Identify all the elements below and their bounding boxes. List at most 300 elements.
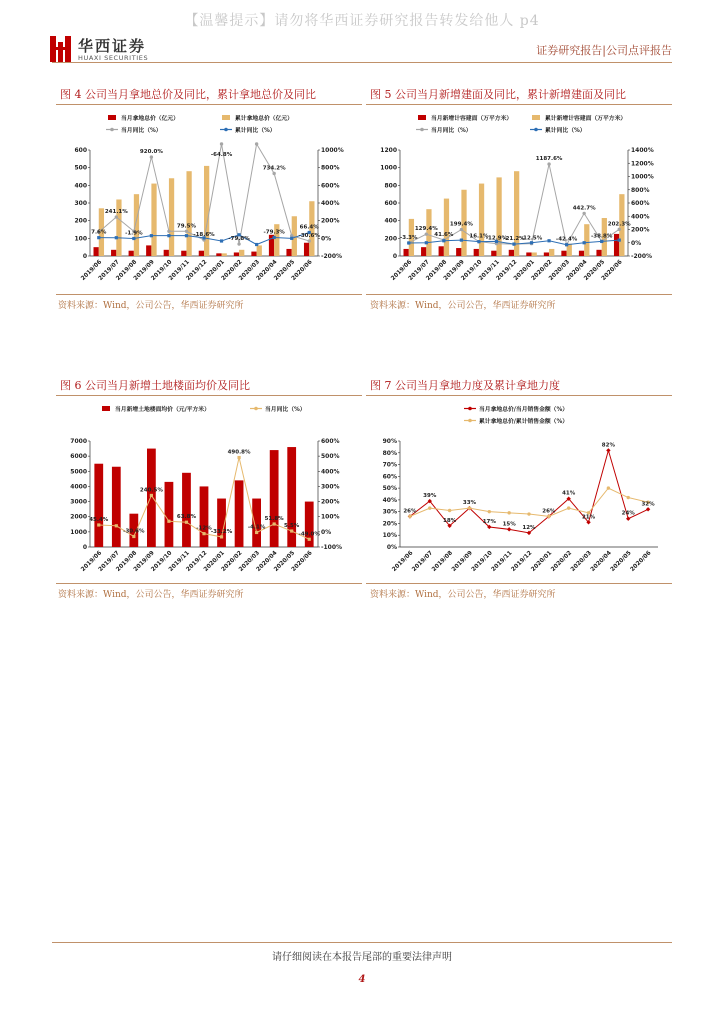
- chart-2-x-tick-label: 2019/09: [132, 550, 156, 574]
- chart-3-svg: [366, 399, 672, 583]
- chart-2-data-label: 5.5%: [284, 523, 300, 530]
- chart-2-svg: [56, 399, 362, 583]
- chart-2-bar: [235, 480, 244, 547]
- chart-1-x-tick-label: 2019/12: [495, 259, 519, 283]
- chart-1-y2-tick-label: 1200%: [631, 160, 654, 168]
- chart-1-data-label: -12.9%: [485, 235, 508, 242]
- chart-1-data-label: 199.4%: [449, 221, 473, 228]
- logo-cn-text: 华西证券: [78, 37, 147, 55]
- chart-1-point: [425, 232, 428, 235]
- chart-3-y-tick-label: 80%: [382, 449, 397, 457]
- chart-1-data-label: 16.1%: [469, 233, 489, 240]
- chart-3-x-tick-label: 2019/09: [451, 550, 474, 574]
- report-type: 证券研究报告|公司点评报告: [536, 44, 672, 57]
- chart-2-y2-tick-label: 200%: [321, 498, 340, 506]
- chart-0-bar: [257, 245, 262, 256]
- chart-0-y-tick-label: 200: [74, 217, 87, 225]
- chart-1-point: [547, 162, 550, 165]
- chart-3-y-tick-label: 40%: [382, 496, 397, 504]
- chart-1-x-tick-label: 2020/04: [565, 259, 589, 283]
- chart-1-svg: [366, 108, 672, 292]
- chart-1-point: [565, 243, 568, 246]
- chart-1-data-label: -12.5%: [520, 235, 543, 242]
- chart-2-bar: [182, 473, 191, 547]
- chart-0-bar: [94, 247, 99, 256]
- chart-1-data-label: -21.2%: [503, 236, 525, 243]
- chart-0-data-label: 734.2%: [262, 165, 286, 172]
- chart-0-data-label: -1.9%: [125, 230, 143, 237]
- chart-0-point: [150, 234, 153, 237]
- chart-0-data-label: -64.8%: [210, 152, 233, 158]
- chart-3-y-tick-label: 90%: [382, 438, 397, 445]
- chart-2-x-tick-label: 2020/02: [220, 550, 244, 574]
- chart-3-data-label: 41%: [562, 490, 576, 497]
- chart-1-point: [582, 212, 585, 215]
- chart-1-y-tick-label: 0: [392, 253, 397, 260]
- chart-0-y2-tick-label: 800%: [321, 164, 340, 172]
- chart-3-data-label: 82%: [601, 442, 615, 449]
- chart-1-bar: [584, 224, 589, 256]
- chart-1-y2-tick-label: 600%: [631, 200, 650, 207]
- chart-3-y-tick-label: 0%: [386, 544, 397, 551]
- chart-2-data-label: 63.8%: [176, 514, 197, 521]
- chart-2-y-tick-label: 7000: [70, 438, 87, 445]
- chart-3-data-label: 18%: [443, 517, 457, 524]
- chart-2-legend-label: 当月新增土地楼面均价（元/平方米）: [115, 407, 210, 413]
- chart-1-point: [460, 228, 463, 231]
- chart-3-x-tick-label: 2019/06: [391, 550, 415, 574]
- chart-3-data-label: 17%: [482, 518, 496, 525]
- chart-0-x-tick-label: 2019/09: [132, 259, 156, 283]
- chart-0-legend-swatch: [222, 115, 230, 120]
- chart-2-data-label: -30.6%: [123, 528, 145, 535]
- chart-0-legend-item: [222, 114, 293, 122]
- chart-1-data-label: -38.8%: [591, 233, 613, 240]
- chart-0-bar: [151, 184, 156, 256]
- chart-1-y-tick-label: 200: [384, 235, 397, 243]
- chart-0-legend-item: [106, 126, 162, 134]
- chart-1-y-tick-label: 400: [384, 217, 397, 225]
- chart-0-bar: [134, 194, 139, 256]
- chart-2-point: [97, 523, 100, 526]
- chart-1-point: [407, 241, 410, 244]
- chart-2-y2-tick-label: -100%: [321, 544, 343, 551]
- chart-3-point: [428, 506, 431, 509]
- figure-7-top-rule: [366, 395, 672, 396]
- figure-7-chart: [366, 399, 672, 583]
- chart-0-data-label: 66.4%: [299, 224, 319, 231]
- chart-3-data-label: 32%: [641, 501, 655, 508]
- page-number: 4: [358, 974, 366, 985]
- chart-1-point: [460, 239, 463, 242]
- chart-2-data-label: 240.5%: [139, 487, 163, 494]
- chart-2-x-tick-label: 2020/03: [238, 550, 262, 574]
- figure-7-bottom-rule: [366, 583, 672, 584]
- chart-3-series-line: [410, 488, 648, 516]
- chart-0-y-tick-label: 0: [82, 253, 87, 260]
- chart-1-bar: [509, 250, 514, 256]
- chart-2-data-label: 45.4%: [89, 516, 109, 523]
- chart-3-y-tick-label: 30%: [382, 508, 397, 516]
- chart-0-legend-marker: [110, 128, 114, 132]
- chart-0-point: [308, 239, 311, 242]
- chart-1-data-label: 41.6%: [434, 231, 454, 238]
- chart-2-x-tick-label: 2019/07: [97, 550, 121, 574]
- chart-3-data-label: 15%: [502, 521, 516, 528]
- chart-1-legend-swatch: [532, 115, 540, 120]
- chart-3-data-label: 26%: [403, 508, 417, 515]
- figure-5-bottom-rule: [366, 294, 672, 295]
- chart-0-y2-tick-label: 0%: [321, 235, 332, 243]
- chart-0-bar: [239, 250, 244, 256]
- chart-1-point: [425, 241, 428, 244]
- chart-1-y2-tick-label: 400%: [631, 213, 650, 221]
- chart-2-bar: [252, 499, 261, 547]
- chart-1-point: [530, 241, 533, 244]
- chart-1-x-tick-label: 2019/11: [478, 259, 501, 283]
- chart-2-x-tick-label: 2019/11: [168, 550, 191, 574]
- chart-1-bar: [491, 251, 496, 256]
- chart-3-point: [606, 448, 610, 452]
- chart-0-legend-label: 当月拿地总价（亿元）: [121, 116, 179, 122]
- chart-0-point: [115, 215, 118, 218]
- chart-3-legend-item: [464, 405, 568, 413]
- chart-3-x-tick-label: 2019/11: [490, 550, 514, 574]
- chart-1-x-tick-label: 2019/06: [390, 259, 414, 283]
- chart-1-x-tick-label: 2020/03: [548, 259, 572, 283]
- figure-4-bottom-rule: [56, 294, 362, 295]
- chart-1-legend-label: 累计新增计容建面（万平方米）: [545, 116, 627, 122]
- chart-1-bar: [614, 234, 619, 256]
- chart-2-y-tick-label: 2000: [70, 513, 87, 521]
- chart-1-point: [618, 239, 621, 242]
- figure-6-bottom-rule: [56, 583, 362, 584]
- chart-3-point: [468, 506, 471, 509]
- chart-1-bar: [561, 251, 566, 256]
- chart-2-point: [185, 521, 188, 524]
- chart-1-x-tick-label: 2020/06: [600, 259, 624, 283]
- chart-0-point: [132, 237, 135, 240]
- chart-1-data-label: 129.4%: [414, 226, 438, 233]
- chart-2-y2-tick-label: 400%: [321, 468, 340, 476]
- logo-en-text: HUAXI SECURITIES: [78, 54, 149, 62]
- chart-1-point: [547, 239, 550, 242]
- chart-0-data-label: -30.6%: [298, 233, 320, 240]
- chart-2-data-label: -49.0%: [298, 531, 320, 538]
- chart-1-bar: [526, 252, 531, 256]
- chart-3-point: [547, 515, 550, 518]
- chart-3-point: [507, 527, 511, 531]
- chart-3-y-tick-label: 20%: [382, 520, 397, 528]
- chart-2-point: [115, 524, 118, 527]
- chart-3-point: [626, 517, 630, 521]
- chart-0-point: [115, 236, 118, 239]
- chart-0-point: [272, 172, 275, 175]
- chart-2-y2-tick-label: 100%: [321, 513, 340, 521]
- chart-2-y2-tick-label: 500%: [321, 453, 340, 461]
- chart-0-point: [220, 239, 223, 242]
- chart-1-point: [618, 228, 621, 231]
- figure-5-top-rule: [366, 104, 672, 105]
- chart-0-x-tick-label: 2019/12: [185, 259, 209, 283]
- chart-3-data-label: 26%: [542, 508, 556, 515]
- chart-1-bar: [426, 209, 431, 256]
- figure-6-top-rule: [56, 395, 362, 396]
- chart-2-x-tick-label: 2019/06: [80, 550, 104, 574]
- chart-1-x-tick-label: 2020/01: [513, 259, 536, 283]
- company-logo: [50, 34, 190, 62]
- chart-3-legend-label: 当月拿地总价/当月销售金额（%）: [479, 407, 569, 413]
- chart-0-point: [167, 230, 170, 233]
- chart-0-point: [185, 234, 188, 237]
- chart-3-x-tick-label: 2019/07: [411, 550, 435, 574]
- figure-5-title: 图 5 公司当月新增建面及同比，累计新增建面及同比: [370, 88, 626, 101]
- chart-0-x-tick-label: 2019/10: [150, 259, 174, 283]
- chart-1-x-tick-label: 2019/10: [460, 259, 484, 283]
- chart-3-point: [408, 515, 411, 518]
- chart-3-legend-marker: [468, 407, 472, 411]
- chart-1-data-label: -42.4%: [555, 236, 578, 243]
- chart-0-data-label: -79.8%: [228, 236, 250, 243]
- chart-2-point: [237, 456, 240, 459]
- chart-3-point: [488, 510, 491, 513]
- chart-1-bar: [404, 249, 409, 256]
- chart-3-legend-label: 累计拿地总价/累计销售金额（%）: [479, 419, 569, 425]
- chart-2-bar: [94, 464, 103, 547]
- chart-0-point: [273, 236, 276, 239]
- chart-0-x-tick-label: 2020/03: [238, 259, 262, 283]
- chart-0-y-tick-label: 500: [74, 164, 87, 172]
- chart-0-point: [185, 230, 188, 233]
- figure-5-chart: [366, 108, 672, 292]
- chart-0-legend-item: [108, 114, 179, 122]
- chart-0-x-tick-label: 2020/02: [220, 259, 244, 283]
- chart-1-legend-item: [530, 126, 586, 134]
- figure-6-title: 图 6 公司当月新增土地楼面均价及同比: [60, 379, 250, 392]
- chart-0-bar: [146, 245, 151, 256]
- chart-1-bar: [479, 184, 484, 256]
- chart-0-bar: [129, 251, 134, 256]
- chart-1-legend-marker: [420, 128, 424, 132]
- chart-1-x-tick-label: 2019/07: [407, 259, 431, 283]
- chart-0-bar: [116, 199, 121, 256]
- chart-2-data-label: -12%: [196, 525, 212, 532]
- chart-0-bar: [186, 171, 191, 256]
- chart-0-bar: [304, 243, 309, 256]
- chart-2-y-tick-label: 5000: [70, 468, 87, 476]
- chart-3-x-tick-label: 2020/06: [629, 550, 653, 574]
- chart-2-x-tick-label: 2020/04: [255, 550, 279, 574]
- chart-2-y-tick-label: 6000: [70, 453, 87, 461]
- chart-0-legend-swatch: [108, 115, 116, 120]
- chart-0-point: [255, 142, 258, 145]
- chart-0-y-tick-label: 600: [74, 147, 87, 154]
- chart-3-data-label: 24%: [621, 510, 635, 517]
- chart-0-point: [255, 243, 258, 246]
- chart-0-y-tick-label: 100: [74, 235, 87, 243]
- chart-2-bar: [270, 450, 279, 547]
- chart-1-bar: [549, 249, 554, 256]
- chart-1-bar: [456, 248, 461, 256]
- chart-0-legend-label: 当月同比（%）: [121, 128, 162, 134]
- chart-0-bar: [169, 178, 174, 256]
- chart-0-bar: [111, 250, 116, 256]
- chart-1-y2-tick-label: 200%: [631, 226, 650, 234]
- figure-5-source: 资料来源：Wind，公司公告，华西证券研究所: [370, 301, 556, 311]
- chart-0-point: [97, 236, 100, 239]
- chart-1-y-tick-label: 600: [384, 200, 397, 207]
- chart-3-x-tick-label: 2019/12: [510, 550, 534, 574]
- chart-0-y-tick-label: 400: [74, 182, 87, 190]
- chart-2-point: [273, 522, 276, 525]
- chart-2-y-tick-label: 4000: [70, 483, 87, 491]
- chart-2-point: [202, 532, 205, 535]
- chart-2-x-tick-label: 2019/10: [150, 550, 174, 574]
- chart-0-legend-item: [220, 126, 276, 134]
- chart-0-svg: [56, 108, 362, 292]
- chart-0-data-label: -18.6%: [193, 231, 215, 238]
- chart-1-bar: [596, 250, 601, 256]
- chart-0-legend-label: 累计拿地总价（亿元）: [235, 116, 293, 122]
- chart-0-point: [167, 234, 170, 237]
- chart-1-data-label: 202.3%: [607, 221, 631, 228]
- figure-4-source: 资料来源：Wind，公司公告，华西证券研究所: [58, 301, 244, 311]
- chart-3-point: [507, 511, 510, 514]
- chart-0-x-tick-label: 2019/06: [80, 259, 104, 283]
- chart-2-data-label: -4.1%: [247, 524, 266, 531]
- chart-2-y-tick-label: 3000: [70, 498, 87, 506]
- chart-1-bar: [579, 251, 584, 256]
- chart-0-data-label: 7.6%: [91, 229, 107, 236]
- chart-2-y2-tick-label: 0%: [321, 528, 332, 536]
- chart-0-data-label: 241.1%: [104, 209, 128, 216]
- chart-1-y-tick-label: 1200: [380, 147, 397, 154]
- chart-0-x-tick-label: 2020/04: [255, 259, 279, 283]
- chart-2-x-tick-label: 2020/01: [203, 550, 226, 574]
- chart-2-x-tick-label: 2020/06: [290, 550, 314, 574]
- chart-0-bar: [251, 252, 256, 256]
- chart-1-data-label: -3.3%: [399, 234, 418, 241]
- chart-2-y2-tick-label: 300%: [321, 483, 340, 491]
- figure-7-source: 资料来源：Wind，公司公告，华西证券研究所: [370, 590, 556, 600]
- figure-4-top-rule: [56, 104, 362, 105]
- chart-0-bar: [286, 249, 291, 256]
- chart-0-x-tick-label: 2020/05: [273, 259, 297, 283]
- chart-1-data-label: 1187.6%: [535, 156, 563, 163]
- figure-4-chart: [56, 108, 362, 292]
- chart-0-bar: [216, 253, 221, 256]
- chart-1-x-tick-label: 2019/09: [442, 259, 466, 283]
- chart-3-y-tick-label: 10%: [382, 532, 397, 540]
- footer-rule: [52, 942, 672, 943]
- chart-3-data-label: 39%: [423, 493, 437, 500]
- chart-3-y-tick-label: 50%: [382, 485, 397, 493]
- chart-2-y-tick-label: 0: [82, 544, 87, 551]
- chart-2-legend-marker: [254, 407, 258, 411]
- chart-0-x-tick-label: 2020/01: [203, 259, 226, 283]
- chart-2-bar: [165, 482, 174, 547]
- chart-1-y2-tick-label: 0%: [631, 239, 642, 247]
- chart-1-x-tick-label: 2020/05: [583, 259, 607, 283]
- chart-1-bar: [444, 199, 449, 256]
- chart-2-legend-item: [102, 405, 210, 413]
- chart-0-data-label: -79.3%: [263, 229, 285, 236]
- chart-0-x-tick-label: 2020/06: [290, 259, 314, 283]
- chart-2-x-tick-label: 2020/05: [273, 550, 297, 574]
- chart-0-bar: [181, 251, 186, 256]
- chart-3-data-label: 33%: [462, 500, 477, 507]
- chart-1-point: [512, 242, 515, 245]
- chart-0-legend-label: 累计同比（%）: [235, 128, 276, 134]
- chart-2-bar: [147, 449, 156, 547]
- chart-2-point: [167, 520, 170, 523]
- figure-7-title: 图 7 公司当月拿地力度及累计拿地力度: [370, 379, 560, 392]
- chart-0-legend-marker: [224, 128, 228, 132]
- footer-disclaimer-note: 请仔细阅读在本报告尾部的重要法律声明: [272, 952, 452, 963]
- chart-3-data-label: 12%: [522, 524, 536, 531]
- chart-0-data-label: 79.5%: [176, 223, 197, 230]
- chart-1-y2-tick-label: 1400%: [631, 147, 654, 154]
- chart-2-point: [290, 529, 293, 532]
- chart-3-x-tick-label: 2020/05: [609, 550, 633, 574]
- chart-3-x-tick-label: 2020/04: [589, 550, 613, 574]
- chart-0-point: [220, 142, 223, 145]
- chart-1-point: [442, 239, 445, 242]
- figure-4-title: 图 4 公司当月拿地总价及同比，累计拿地总价及同比: [60, 88, 316, 101]
- chart-1-y2-tick-label: 800%: [631, 186, 650, 194]
- chart-1-legend-label: 当月新增计容建面（万平方米）: [431, 116, 513, 122]
- chart-2-point: [132, 535, 135, 538]
- chart-0-bar: [204, 166, 209, 256]
- chart-3-x-tick-label: 2020/03: [570, 550, 593, 574]
- chart-3-legend-item: [464, 417, 568, 425]
- chart-3-x-tick-label: 2019/08: [431, 550, 455, 574]
- chart-0-bar: [234, 252, 239, 256]
- chart-1-legend-label: 累计同比（%）: [545, 128, 586, 134]
- chart-3-y-tick-label: 60%: [382, 473, 397, 481]
- chart-2-bar: [200, 486, 209, 547]
- chart-1-bar: [474, 249, 479, 256]
- figure-6-source: 资料来源：Wind，公司公告，华西证券研究所: [58, 590, 244, 600]
- chart-0-y2-tick-label: 1000%: [321, 147, 344, 154]
- chart-0-y2-tick-label: 400%: [321, 200, 340, 207]
- chart-3-point: [607, 486, 610, 489]
- chart-0-bar: [199, 251, 204, 256]
- chart-2-point: [308, 538, 311, 541]
- chart-1-y-tick-label: 1000: [380, 164, 397, 172]
- chart-2-point: [255, 531, 258, 534]
- figure-6-chart: [56, 399, 362, 583]
- chart-2-y-tick-label: 1000: [70, 528, 87, 536]
- chart-1-y-tick-label: 800: [384, 182, 397, 190]
- chart-2-y2-tick-label: 600%: [321, 438, 340, 445]
- chart-2-legend-label: 当月同比（%）: [265, 407, 306, 413]
- chart-1-legend-item: [532, 114, 626, 122]
- chart-0-point: [150, 155, 153, 158]
- chart-1-y2-tick-label: 1000%: [631, 173, 654, 181]
- chart-1-legend-item: [418, 114, 512, 122]
- chart-0-data-label: 920.0%: [139, 149, 163, 156]
- chart-3-point: [646, 507, 650, 511]
- chart-2-data-label: 490.8%: [227, 449, 251, 456]
- chart-1-point: [600, 240, 603, 243]
- chart-2-legend-item: [250, 405, 306, 413]
- chart-1-legend-marker: [534, 128, 538, 132]
- chart-2-data-label: -33.2%: [210, 528, 233, 535]
- chart-1-legend-item: [416, 126, 472, 134]
- huaxi-logo-icon: [50, 36, 72, 62]
- chart-1-y2-tick-label: -200%: [631, 253, 653, 260]
